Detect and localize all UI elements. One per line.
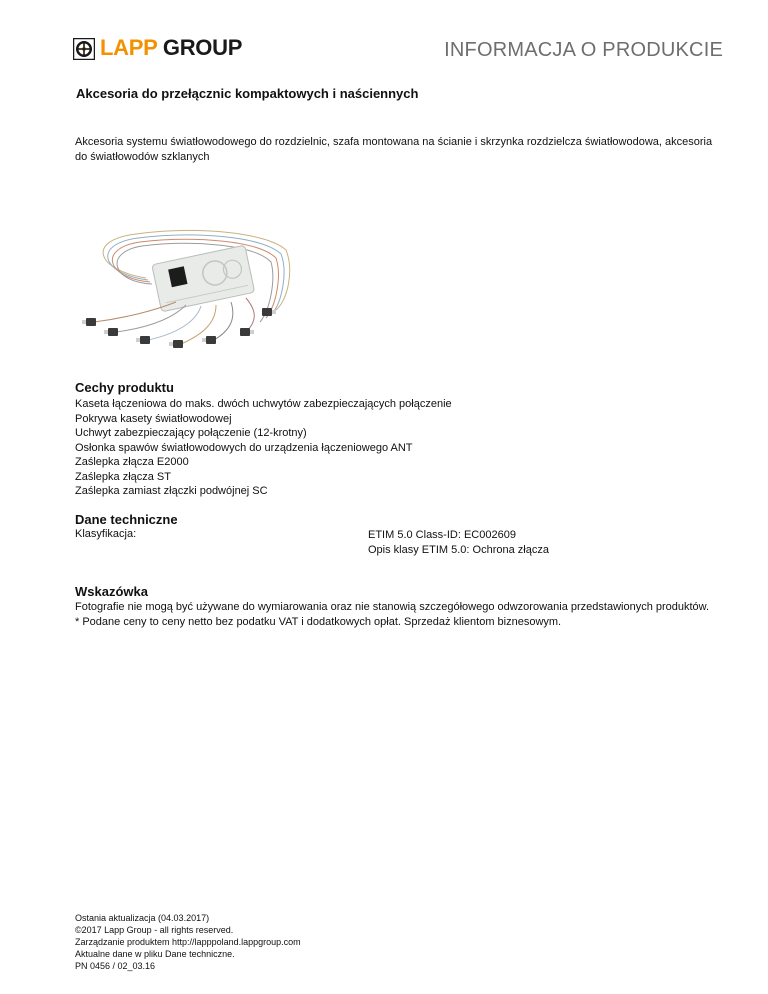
footer-line: Ostania aktualizacja (04.03.2017) (75, 913, 210, 923)
feature-item: Zaślepka złącza ST (75, 470, 171, 483)
footer-line: ©2017 Lapp Group - all rights reserved. (75, 925, 234, 935)
features-heading: Cechy produktu (75, 380, 174, 395)
lapp-logo-icon (73, 38, 95, 60)
note-text (75, 600, 715, 629)
product-title: Akcesoria do przełącznic kompaktowych i naściennych (76, 86, 419, 101)
logo-wordmark (100, 35, 242, 61)
footer-line: Zarządzanie produktem http://lapppoland.lappgroup.com (75, 937, 301, 947)
header-label: INFORMACJA O PRODUKCIE (444, 39, 723, 61)
etim-class-id: ETIM 5.0 Class-ID: EC002609 (368, 529, 516, 541)
etim-class-description: Opis klasy ETIM 5.0: Ochrona złącza (368, 543, 549, 556)
features-list (75, 397, 452, 499)
classification-label: Klasyfikacja: (75, 528, 137, 540)
note-line: * Podane ceny to ceny netto bez podatku VAT i dodatkowych opłat. Sprzedaż klientom biznesowym. (75, 615, 562, 628)
footer-line: PN 0456 / 02_03.16 (75, 961, 156, 971)
logo-group-text: GROUP (162, 35, 243, 60)
feature-item: Osłonka spawów światłowodowych do urządzenia łączeniowego ANT (75, 441, 413, 454)
footer (75, 912, 301, 972)
feature-item: Kaseta łączeniowa do maks. dwóch uchwytów zabezpieczających połączenie (75, 398, 452, 410)
classification-values (368, 528, 549, 557)
feature-item: Uchwyt zabezpieczający połączenie (12-krotny) (75, 427, 307, 439)
feature-item: Pokrywa kasety światłowodowej (75, 412, 232, 425)
feature-item: Zaślepka zamiast złączki podwójnej SC (75, 485, 268, 497)
product-image (76, 210, 296, 358)
lapp-group-logo (73, 35, 268, 62)
technical-heading: Dane techniczne (75, 512, 178, 527)
footer-line: Aktualne dane w pliku Dane techniczne. (75, 949, 235, 959)
product-intro: Akcesoria systemu światłowodowego do rozdzielnic, szafa montowana na ścianie i skrzynka rozdzielcza światłowodowa, akcesoria do światłowodów szklanych (75, 136, 713, 163)
note-heading: Wskazówka (75, 584, 148, 599)
feature-item: Zaślepka złącza E2000 (75, 456, 189, 468)
note-line: Fotografie nie mogą być używane do wymiarowania oraz nie stanowią szczegółowego odwzorowania przedstawionych produktów. (75, 601, 710, 613)
logo-lapp-text: LAPP (100, 35, 158, 60)
